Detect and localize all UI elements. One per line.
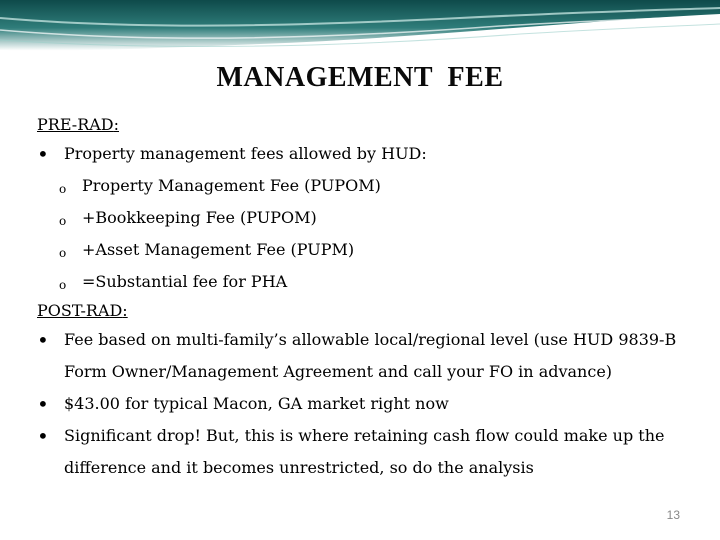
circle-bullet-icon: o	[59, 214, 67, 228]
bullet-text: Property management fees allowed by HUD:	[64, 144, 427, 163]
pre-rad-heading	[37, 112, 697, 138]
pre-rad-heading-text: PRE-RAD	[37, 115, 114, 134]
bullet-text: Fee based on multi-family’s allowable local/regional level (use HUD 9839-B Form Owner/Management Agreement and call your FO in advance)	[64, 330, 677, 381]
pre-rad-colon: :	[113, 115, 120, 134]
sub-item-text: +Asset Management Fee (PUPM)	[82, 240, 355, 259]
bullet-icon: •	[37, 392, 49, 416]
sub-item-text: =Substantial fee for PHA	[82, 272, 288, 291]
post-rad-bullet	[37, 324, 697, 388]
sub-item-text: +Bookkeeping Fee (PUPOM)	[82, 208, 317, 227]
circle-bullet-icon: o	[59, 278, 67, 292]
circle-bullet-icon: o	[59, 182, 67, 196]
bullet-text: Significant drop! But, this is where retaining cash flow could make up the difference and it becomes unrestricted, so do the analysis	[64, 426, 665, 477]
post-rad-bullet	[37, 388, 697, 420]
bullet-icon: •	[37, 424, 49, 448]
slide-content	[37, 112, 697, 484]
bullet-text: $43.00 for typical Macon, GA market right now	[64, 394, 449, 413]
sub-item	[37, 202, 697, 234]
sub-item-text: Property Management Fee (PUPOM)	[82, 176, 381, 195]
bullet-icon: •	[37, 328, 49, 352]
header-banner-graphic	[0, 0, 720, 62]
post-rad-heading-text: POST-RAD	[37, 301, 123, 320]
page-number: 13	[666, 508, 680, 522]
circle-bullet-icon: o	[59, 246, 67, 260]
sub-item	[37, 234, 697, 266]
slide-title: MANAGEMENT FEE	[216, 62, 504, 93]
sub-item	[37, 266, 697, 298]
sub-item	[37, 170, 697, 202]
pre-rad-bullet	[37, 138, 697, 170]
bullet-icon: •	[37, 142, 49, 166]
post-rad-bullet	[37, 420, 697, 484]
post-rad-heading	[37, 298, 697, 324]
post-rad-colon: :	[122, 301, 128, 320]
